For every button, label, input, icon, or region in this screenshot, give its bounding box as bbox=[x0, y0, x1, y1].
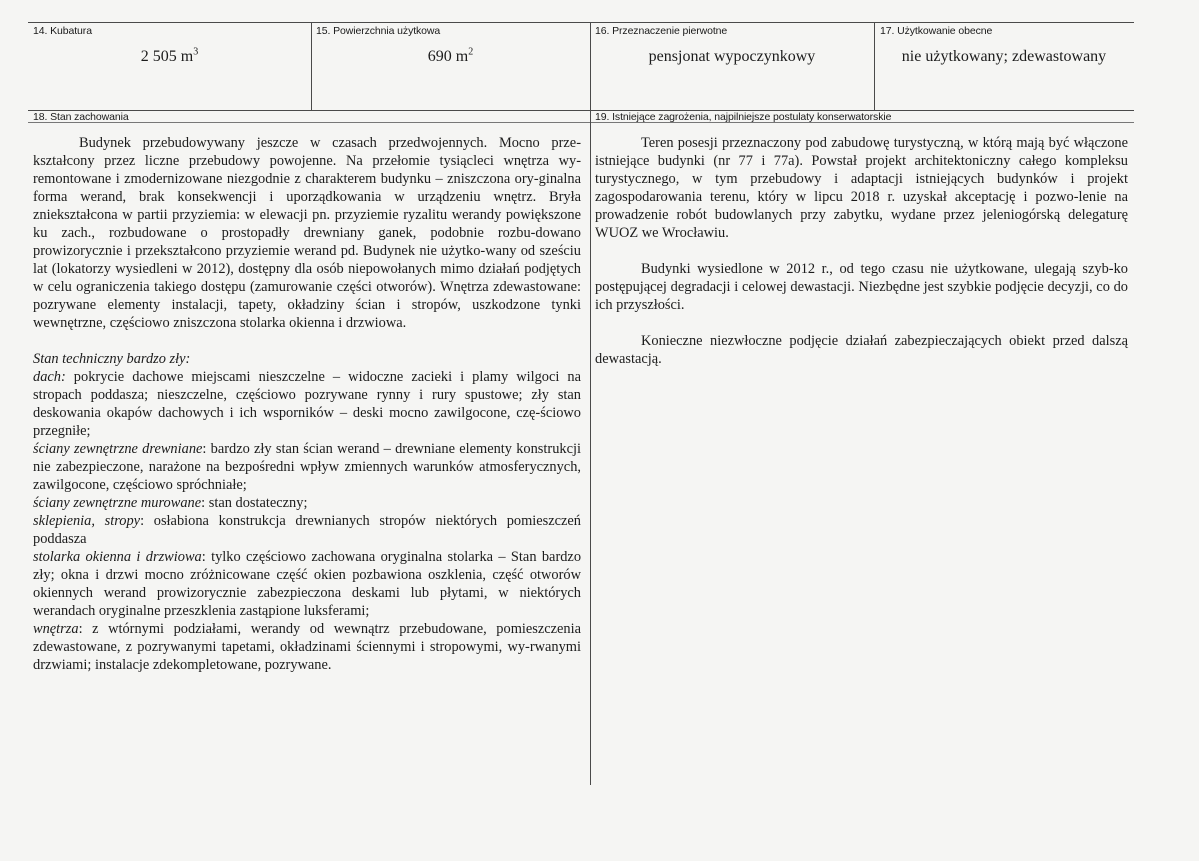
section-18-body bbox=[33, 134, 581, 674]
field-14-unit-sup: 3 bbox=[193, 46, 199, 58]
top-border bbox=[28, 22, 1134, 23]
section-19-label: 19. Istniejące zagrożenia, najpilniejsze postulaty konserwatorskie bbox=[595, 111, 892, 123]
section-18-label: 18. Stan zachowania bbox=[33, 111, 129, 123]
item-term: sklepienia, stropy bbox=[33, 513, 141, 529]
field-15-number: 690 m bbox=[427, 48, 469, 65]
field-14-value bbox=[28, 48, 311, 66]
field-17-value: nie użytkowany; zdewastowany bbox=[901, 48, 1107, 65]
item-text: : bardzo zły stan ścian werand – drewniane elementy konstrukcji nie zabezpieczone, narażone na bezpośredni wpływ zmiennych warunków atmosferycznych, zawilgocone, częściowo spróchniałe; bbox=[33, 441, 581, 493]
field-15-value bbox=[311, 48, 590, 66]
list-item bbox=[33, 512, 581, 548]
field-16-value: pensjonat wypoczynkowy bbox=[648, 48, 816, 65]
header-row-divider bbox=[28, 110, 1134, 111]
item-term: wnętrza bbox=[33, 621, 79, 637]
section-19-body bbox=[595, 134, 1128, 368]
col-divider-3 bbox=[874, 22, 875, 110]
item-text: : stan dostateczny; bbox=[201, 495, 308, 511]
condition-paragraph: Budynek przebudowywany jeszcze w czasach przedwojennych. Mocno prze-kształcony przez liczne przebudowy powojenne. Na przełomie tysiącleci wnętrza wy-remontowane i zmodernizowane niezgodnie z charakterem budynku – zniszczona ory-ginalna forma werand, brak konsekwencji i uporządkowania w urządzeniu wnętrz. Bryła zniekształcona w partii przyziemia: w elewacji pn. przyziemie ryzalitu werandy powiększone ku zach., rozbudowane o prostopadły drewniany ganek, podobnie rozbu-dowano prowizorycznie i przekształcono przyziemie werand pd. Budynek nie użytko-wany od sześciu lat (lokatorzy wysiedleni w 2012), dostępny dla osób niepowołanych mimo działań podjętych w celu ograniczenia takiego dostępu (zamurowanie części otworów). Wnętrza zdewastowane: pozrywane elementy instalacji, tapety, okładziny ścian i stropów, uszkodzone tynki wewnętrzne, częściowo zniszczona stolarka okienna i drzwiowa. bbox=[33, 135, 581, 331]
item-text: : osłabiona konstrukcja drewnianych stropów niektórych pomieszczeń poddasza bbox=[33, 513, 582, 547]
technical-condition-heading: Stan techniczny bardzo zły: bbox=[33, 351, 191, 367]
threats-paragraph-2: Budynki wysiedlone w 2012 r., od tego czasu nie użytkowane, ulegają szyb-ko postępującej degradacji i celowej dewastacji. Niezbędne jest szybkie podjęcie decyzji, co do ich przyszłości. bbox=[595, 261, 1128, 313]
field-14-number: 2 505 m bbox=[140, 48, 194, 65]
col-divider-1 bbox=[311, 22, 312, 110]
label-row-divider bbox=[28, 122, 1134, 123]
item-term: ściany zewnętrzne drewniane bbox=[33, 441, 203, 457]
field-15-label: 15. Powierzchnia użytkowa bbox=[316, 25, 441, 37]
list-item bbox=[33, 368, 581, 440]
item-term: stolarka okienna i drzwiowa bbox=[33, 549, 202, 565]
threats-paragraph-1: Teren posesji przeznaczony pod zabudowę turystyczną, w którą mają być włączone istniejące budynki (nr 77 i 77a). Powstał projekt architektoniczny całego kompleksu turystycznego, w tym przebudowy i adaptacji istniejących budynków i projekt zagospodarowania terenu, który w lipcu 2018 r. uzyskał akceptację i pozwo-lenie na prowadzenie robót budowlanych przy zabytku, wydane przez jeleniogórską delegaturę WUOZ we Wrocławiu. bbox=[595, 135, 1128, 241]
item-text: : z wtórnymi podziałami, werandy od wewnątrz przebudowane, pomieszczenia zdewastowane, z pozrywanymi tapetami, okładzinami ściennymi i stropowymi, wy-rwanymi drzwiami; instalacje zdekompletowane, pozrywane. bbox=[33, 621, 581, 673]
col-divider-2 bbox=[590, 22, 591, 785]
field-17-label: 17. Użytkowanie obecne bbox=[880, 25, 993, 37]
list-item bbox=[33, 620, 581, 674]
field-15-unit-sup: 2 bbox=[468, 46, 474, 58]
list-item bbox=[33, 440, 581, 494]
field-14-label: 14. Kubatura bbox=[33, 25, 92, 37]
threats-paragraph-3: Konieczne niezwłoczne podjęcie działań zabezpieczających obiekt przed dalszą dewastacją. bbox=[595, 333, 1128, 367]
item-term: dach: bbox=[33, 369, 66, 385]
item-text: : tylko częściowo zachowana oryginalna stolarka – Stan bardzo zły; okna i drzwi mocno zróżnicowane część okien pozbawiona oszklenia, część otworów okiennych werand prowizorycznie zabezpieczona deskami lub płytami, w niektórych werandach oryginalne przeszklenia zastąpione luksferami; bbox=[33, 549, 582, 619]
item-term: ściany zewnętrzne murowane bbox=[33, 495, 202, 511]
list-item bbox=[33, 548, 581, 620]
field-16-label: 16. Przeznaczenie pierwotne bbox=[595, 25, 728, 37]
list-item bbox=[33, 494, 581, 512]
item-text: pokrycie dachowe miejscami nieszczelne – widoczne zacieki i plamy wilgoci na stropach poddasza; nieszczelne, częściowo pozrywane rynny i rury spustowe; zły stan deskowania okapów dachowych i ich wsporników – deski mocno zawilgocone, czę-ściowo przegniłe; bbox=[33, 369, 581, 439]
